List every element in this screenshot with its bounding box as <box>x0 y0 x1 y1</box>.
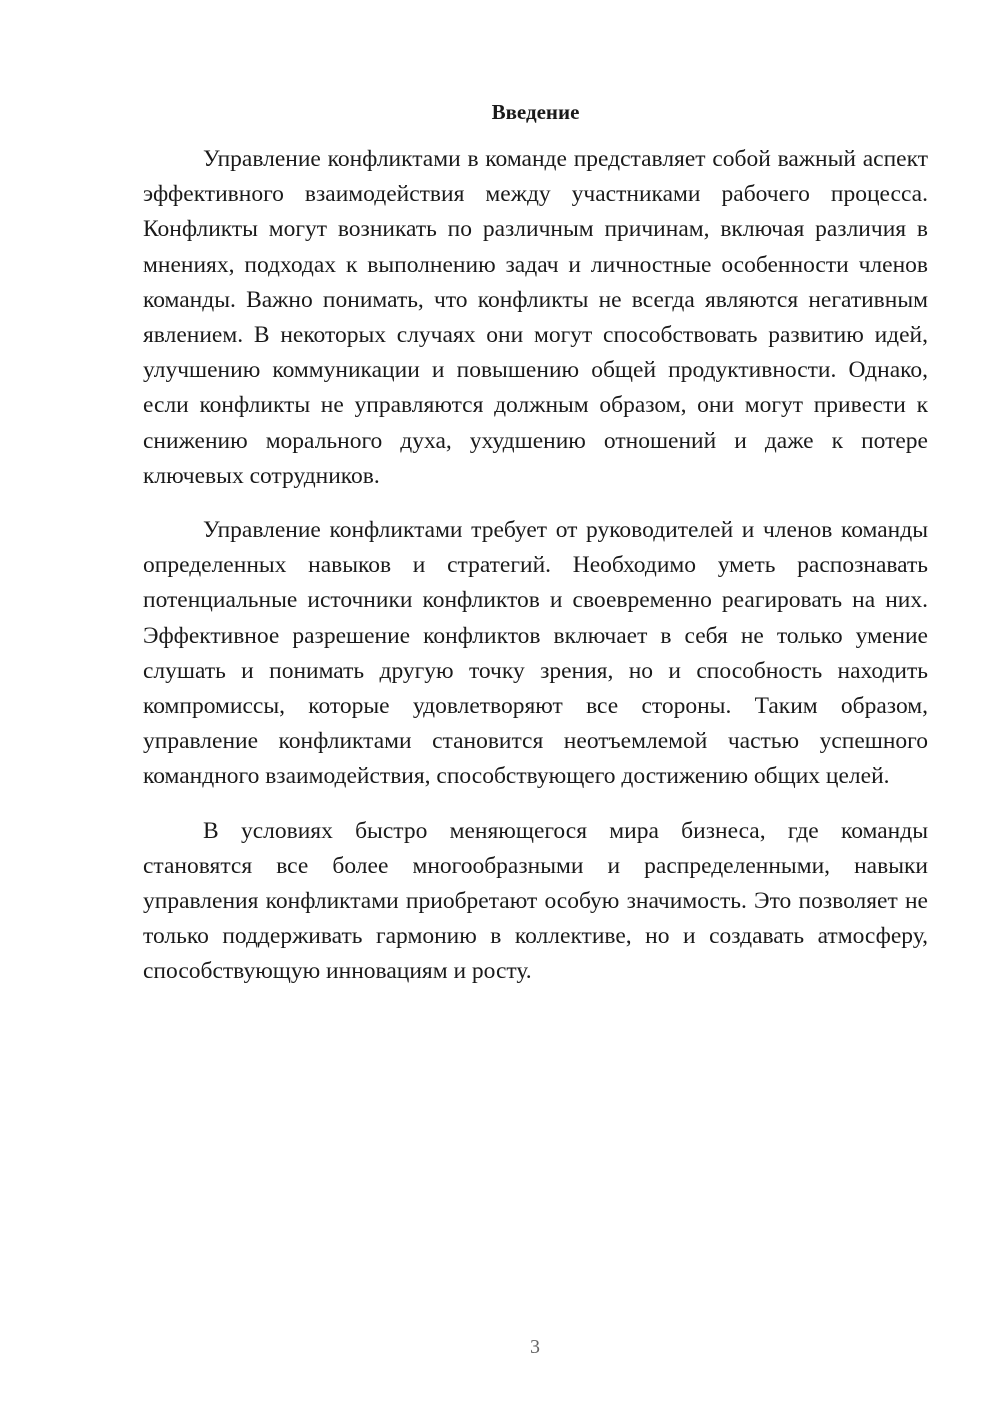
paragraph-3: В условиях быстро меняющегося мира бизнеса, где команды становятся все более многообразными и распределенными, навыки управления конфликтами приобретают особую значимость. Это позволяет не только поддерживать гармонию в коллективе, но и создавать атмосферу, способствующую инновациям и росту. <box>143 817 928 985</box>
page-number: 3 <box>530 1336 540 1358</box>
paragraph-2: Управление конфликтами требует от руководителей и членов команды определенных навыков и стратегий. Необходимо уметь распознавать потенциальные источники конфликтов и своевременно реагировать на них. Эффективное разрешение конфликтов включает в себя не только умение слушать и понимать другую точку зрения, но и способность находить компромиссы, которые удовлетворяют все стороны. Таким образом, управление конфликтами становится неотъемлемой частью успешного командного взаимодействия, способствующего достижению общих целей. <box>143 517 928 790</box>
page-title: Введение <box>491 100 580 124</box>
body-text <box>143 142 928 1009</box>
paragraph-1: Управление конфликтами в команде представляет собой важный аспект эффективного взаимодействия между участниками рабочего процесса. Конфликты могут возникать по различным причинам, включая различия в мнениях, подходах к выполнению задач и личностные особенности членов команды. Важно понимать, что конфликты не всегда являются негативным явлением. В некоторых случаях они могут способствовать развитию идей, улучшению коммуникации и повышению общей продуктивности. Однако, если конфликты не управляются должным образом, они могут привести к снижению морального духа, ухудшению отношений и даже к потере ключевых сотрудников. <box>143 146 928 489</box>
